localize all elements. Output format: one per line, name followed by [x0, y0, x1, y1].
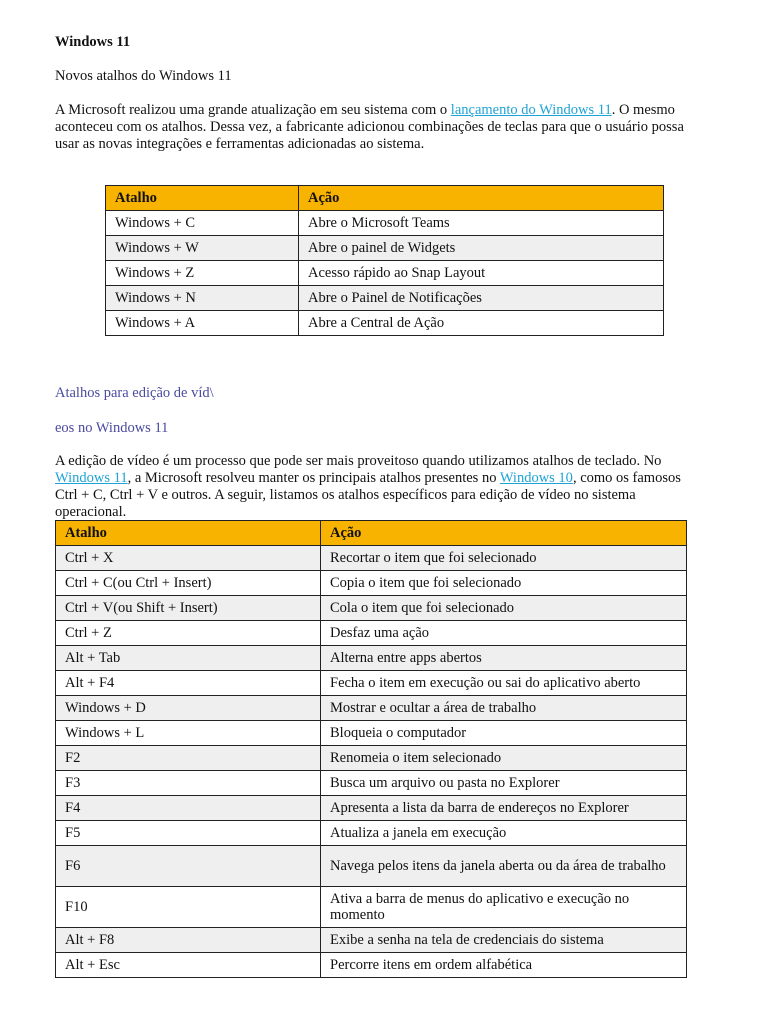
table-row: [56, 546, 687, 571]
table-row: [56, 596, 687, 621]
action-cell: Renomeia o item selecionado: [321, 746, 687, 771]
table-row: [56, 771, 687, 796]
action-cell: Abre a Central de Ação: [299, 311, 664, 336]
action-cell: Abre o Painel de Notificações: [299, 286, 664, 311]
shortcut-cell: Alt + F4: [56, 671, 321, 696]
action-cell: Acesso rápido ao Snap Layout: [299, 261, 664, 286]
shortcut-cell: Windows + W: [106, 236, 299, 261]
windows11-launch-link[interactable]: lançamento do Windows 11: [450, 102, 612, 118]
table-row: [56, 846, 687, 887]
action-cell: Apresenta a lista da barra de endereços no Explorer: [321, 796, 687, 821]
shortcut-cell: Windows + A: [106, 311, 299, 336]
table-row: [106, 286, 664, 311]
table-row: [106, 236, 664, 261]
video-paragraph: [55, 453, 695, 521]
action-cell: Percorre itens em ordem alfabética: [321, 953, 687, 978]
table-row: [56, 796, 687, 821]
table-row: [56, 721, 687, 746]
action-cell: Desfaz uma ação: [321, 621, 687, 646]
shortcut-cell: F3: [56, 771, 321, 796]
table-row: [56, 621, 687, 646]
header-shortcut: Atalho: [56, 521, 321, 546]
action-cell: Exibe a senha na tela de credenciais do sistema: [321, 928, 687, 953]
shortcut-cell: F6: [56, 846, 321, 887]
action-cell: Alterna entre apps abertos: [321, 646, 687, 671]
table-row: [56, 887, 687, 928]
table-row: [56, 571, 687, 596]
header-action: Ação: [299, 186, 664, 211]
action-cell: Atualiza a janela em execução: [321, 821, 687, 846]
action-cell: Abre o Microsoft Teams: [299, 211, 664, 236]
shortcut-cell: Alt + Esc: [56, 953, 321, 978]
table-row: [56, 646, 687, 671]
action-cell: Bloqueia o computador: [321, 721, 687, 746]
video-text-3: , como os famosos Ctrl + C, Ctrl + V e outros. A seguir, listamos os atalhos específicos para edição de vídeo no sistema operacional.: [55, 470, 681, 520]
video-shortcuts-heading-line2: eos no Windows 11: [55, 420, 169, 436]
shortcut-cell: Windows + C: [106, 211, 299, 236]
action-cell: Fecha o item em execução ou sai do aplicativo aberto: [321, 671, 687, 696]
video-text-2: , a Microsoft resolveu manter os principais atalhos presentes no: [127, 470, 500, 486]
shortcut-cell: Ctrl + C(ou Ctrl + Insert): [56, 571, 321, 596]
shortcut-cell: F5: [56, 821, 321, 846]
page-title: Windows 11: [55, 34, 131, 50]
shortcut-cell: Windows + D: [56, 696, 321, 721]
table-header-row: [56, 521, 687, 546]
shortcut-cell: Ctrl + X: [56, 546, 321, 571]
intro-text-before: A Microsoft realizou uma grande atualização em seu sistema com o: [55, 102, 451, 118]
header-action: Ação: [321, 521, 687, 546]
header-shortcut: Atalho: [106, 186, 299, 211]
action-cell: Mostrar e ocultar a área de trabalho: [321, 696, 687, 721]
table-row: [56, 821, 687, 846]
intro-paragraph: [55, 102, 695, 153]
shortcut-cell: Windows + Z: [106, 261, 299, 286]
table-row: [56, 953, 687, 978]
action-cell: Cola o item que foi selecionado: [321, 596, 687, 621]
section-title-new-shortcuts: Novos atalhos do Windows 11: [55, 68, 232, 84]
action-cell: Copia o item que foi selecionado: [321, 571, 687, 596]
action-cell: Recortar o item que foi selecionado: [321, 546, 687, 571]
table-row: [106, 261, 664, 286]
shortcut-cell: Ctrl + V(ou Shift + Insert): [56, 596, 321, 621]
intro-text-after: . O mesmo aconteceu com os atalhos. Dessa vez, a fabricante adicionou combinações de teclas para que o usuário possa usar as novas integrações e ferramentas adicionadas ao sistema.: [55, 102, 684, 152]
shortcut-cell: Alt + F8: [56, 928, 321, 953]
table-row: [56, 928, 687, 953]
action-cell: Abre o painel de Widgets: [299, 236, 664, 261]
shortcut-cell: F2: [56, 746, 321, 771]
video-shortcuts-table: [55, 520, 687, 978]
table-row: [106, 311, 664, 336]
shortcut-cell: F10: [56, 887, 321, 928]
table-row: [56, 671, 687, 696]
new-shortcuts-table: [105, 185, 664, 336]
table-row: [106, 211, 664, 236]
action-cell: Busca um arquivo ou pasta no Explorer: [321, 771, 687, 796]
video-text-1: A edição de vídeo é um processo que pode ser mais proveitoso quando utilizamos atalhos de teclado. No: [55, 453, 662, 469]
table-row: [56, 746, 687, 771]
video-shortcuts-heading-line1: Atalhos para edição de víd\: [55, 385, 214, 401]
windows10-link[interactable]: Windows 10: [499, 470, 573, 486]
shortcut-cell: Windows + L: [56, 721, 321, 746]
windows11-link[interactable]: Windows 11: [55, 470, 128, 486]
shortcut-cell: Ctrl + Z: [56, 621, 321, 646]
shortcut-cell: Windows + N: [106, 286, 299, 311]
table-header-row: [106, 186, 664, 211]
action-cell: Navega pelos itens da janela aberta ou da área de trabalho: [321, 846, 687, 887]
shortcut-cell: F4: [56, 796, 321, 821]
action-cell: Ativa a barra de menus do aplicativo e execução no momento: [321, 887, 687, 928]
table-row: [56, 696, 687, 721]
shortcut-cell: Alt + Tab: [56, 646, 321, 671]
